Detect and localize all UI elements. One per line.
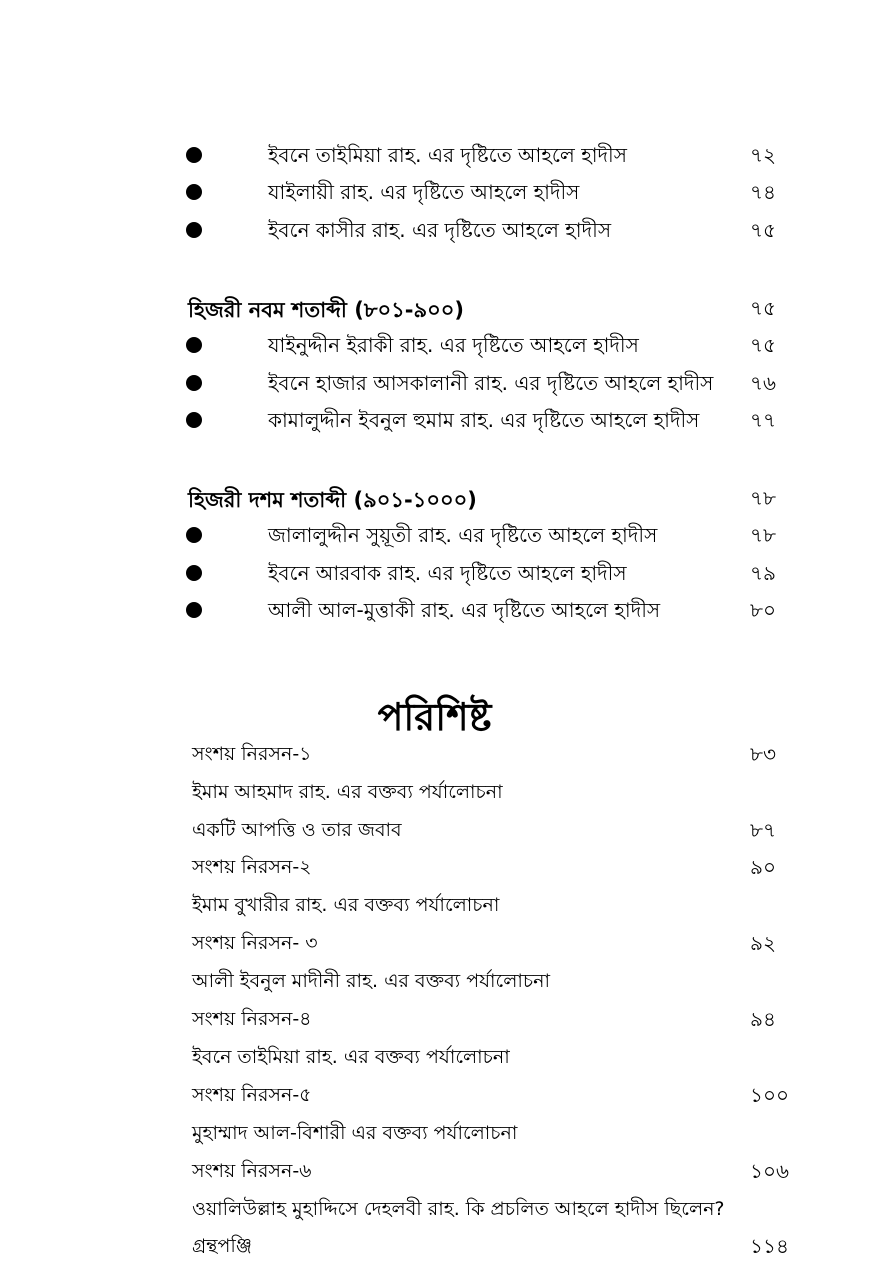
entry-title: আলী আল-মুত্তাকী রাহ. এর দৃষ্টিতে আহলে হাদীস <box>268 598 661 622</box>
bullet-icon <box>186 565 202 581</box>
appendix-entry <box>0 1230 869 1264</box>
appendix-entry <box>0 1117 869 1151</box>
entry-title: সংশয় নিরসন-৬ <box>192 1160 312 1182</box>
toc-entry <box>0 176 869 210</box>
bullet-icon <box>186 222 202 238</box>
page-number: ৭৫ <box>750 296 776 320</box>
entry-title: ইবনে তাইমিয়া রাহ. এর বক্তব্য পর্যালোচনা <box>192 1046 510 1068</box>
entry-title: সংশয় নিরসন-৫ <box>192 1084 312 1106</box>
entry-title: ইবনে হাজার আসকালানী রাহ. এর দৃষ্টিতে আহলে হাদীস <box>268 371 714 395</box>
page-number: ৭৮ <box>750 523 776 547</box>
entry-title: ইমাম আহমাদ রাহ. এর বক্তব্য পর্যালোচনা <box>192 781 503 803</box>
entry-title: সংশয় নিরসন-৪ <box>192 1008 312 1030</box>
bullet-icon <box>186 184 202 200</box>
toc-entry <box>0 404 869 438</box>
page-number: ৭৫ <box>750 218 776 242</box>
toc-entry <box>0 594 869 628</box>
entry-title: কামালুদ্দীন ইবনুল হুমাম রাহ. এর দৃষ্টিতে আহলে হাদীস <box>268 408 700 432</box>
section-heading: হিজরী দশম শতাব্দী (৯০১-১০০০) <box>188 488 477 512</box>
bullet-icon <box>186 602 202 618</box>
entry-title: সংশয় নিরসন-১ <box>192 743 312 765</box>
page-number: ৭৬ <box>750 371 777 395</box>
toc-entry <box>0 557 869 591</box>
entry-title: ইবনে আরবাক রাহ. এর দৃষ্টিতে আহলে হাদীস <box>268 561 627 585</box>
toc-entry <box>0 329 869 363</box>
appendix-entry <box>0 1003 869 1037</box>
entry-title: জালালুদ্দীন সুয়ূতী রাহ. এর দৃষ্টিতে আহলে হাদীস <box>268 523 658 547</box>
page-number: ৯২ <box>750 931 776 955</box>
toc-entry <box>0 214 869 248</box>
appendix-entry <box>0 889 869 923</box>
entry-title: ইমাম বুখারীর রাহ. এর বক্তব্য পর্যালোচনা <box>192 894 500 916</box>
appendix-entry <box>0 814 869 848</box>
appendix-heading: পরিশিষ্ট <box>377 694 492 739</box>
page-number: ৮০ <box>750 598 776 622</box>
entry-title: যাইনুদ্দীন ইরাকী রাহ. এর দৃষ্টিতে আহলে হাদীস <box>268 333 639 357</box>
appendix-entry <box>0 851 869 885</box>
appendix-entry <box>0 927 869 961</box>
bullet-icon <box>186 375 202 391</box>
entry-title: সংশয় নিরসন- ৩ <box>192 932 318 954</box>
page-number: ৮৩ <box>750 742 776 766</box>
entry-title: ওয়ালিউল্লাহ মুহাদ্দিসে দেহলবী রাহ. কি প্রচলিত আহলে হাদীস ছিলেন? <box>192 1198 725 1220</box>
page-number: ১০০ <box>750 1083 789 1107</box>
entry-title: যাইলায়ী রাহ. এর দৃষ্টিতে আহলে হাদীস <box>268 180 580 204</box>
section-heading: হিজরী নবম শতাব্দী (৮০১-৯০০) <box>188 298 464 322</box>
section-heading-row <box>0 482 869 516</box>
page-number: ৭৭ <box>750 408 777 432</box>
page-number: ৯৪ <box>750 1007 776 1031</box>
page-number: ১০৬ <box>750 1159 789 1183</box>
entry-title: ইবনে তাইমিয়া রাহ. এর দৃষ্টিতে আহলে হাদীস <box>268 143 627 167</box>
appendix-entry <box>0 1041 869 1075</box>
appendix-entry <box>0 738 869 772</box>
entry-title: সংশয় নিরসন-২ <box>192 856 312 878</box>
bullet-icon <box>186 147 202 163</box>
appendix-entry <box>0 1193 869 1227</box>
appendix-entry <box>0 776 869 810</box>
page-number: ৯০ <box>750 855 776 879</box>
appendix-entry <box>0 1155 869 1189</box>
page-number: ৭৮ <box>750 486 776 510</box>
bullet-icon <box>186 412 202 428</box>
page-number: ৭৯ <box>750 561 776 585</box>
page-number: ১১৪ <box>750 1234 789 1258</box>
section-heading-row <box>0 292 869 326</box>
page-number: ৮৭ <box>750 818 776 842</box>
bullet-icon <box>186 337 202 353</box>
appendix-entry <box>0 965 869 999</box>
toc-entry <box>0 367 869 401</box>
entry-title: ইবনে কাসীর রাহ. এর দৃষ্টিতে আহলে হাদীস <box>268 218 612 242</box>
entry-title: একটি আপত্তি ও তার জবাব <box>192 819 402 841</box>
entry-title: আলী ইবনুল মাদীনী রাহ. এর বক্তব্য পর্যালোচনা <box>192 970 550 992</box>
page-number: ৭৪ <box>750 180 776 204</box>
entry-title: গ্রন্থপঞ্জি <box>192 1235 253 1257</box>
entry-title: মুহাম্মাদ আল-বিশারী এর বক্তব্য পর্যালোচনা <box>192 1122 518 1144</box>
page-number: ৭২ <box>750 143 777 167</box>
bullet-icon <box>186 527 202 543</box>
toc-entry <box>0 519 869 553</box>
page-number: ৭৫ <box>750 333 776 357</box>
appendix-entry <box>0 1079 869 1113</box>
toc-entry <box>0 139 869 173</box>
